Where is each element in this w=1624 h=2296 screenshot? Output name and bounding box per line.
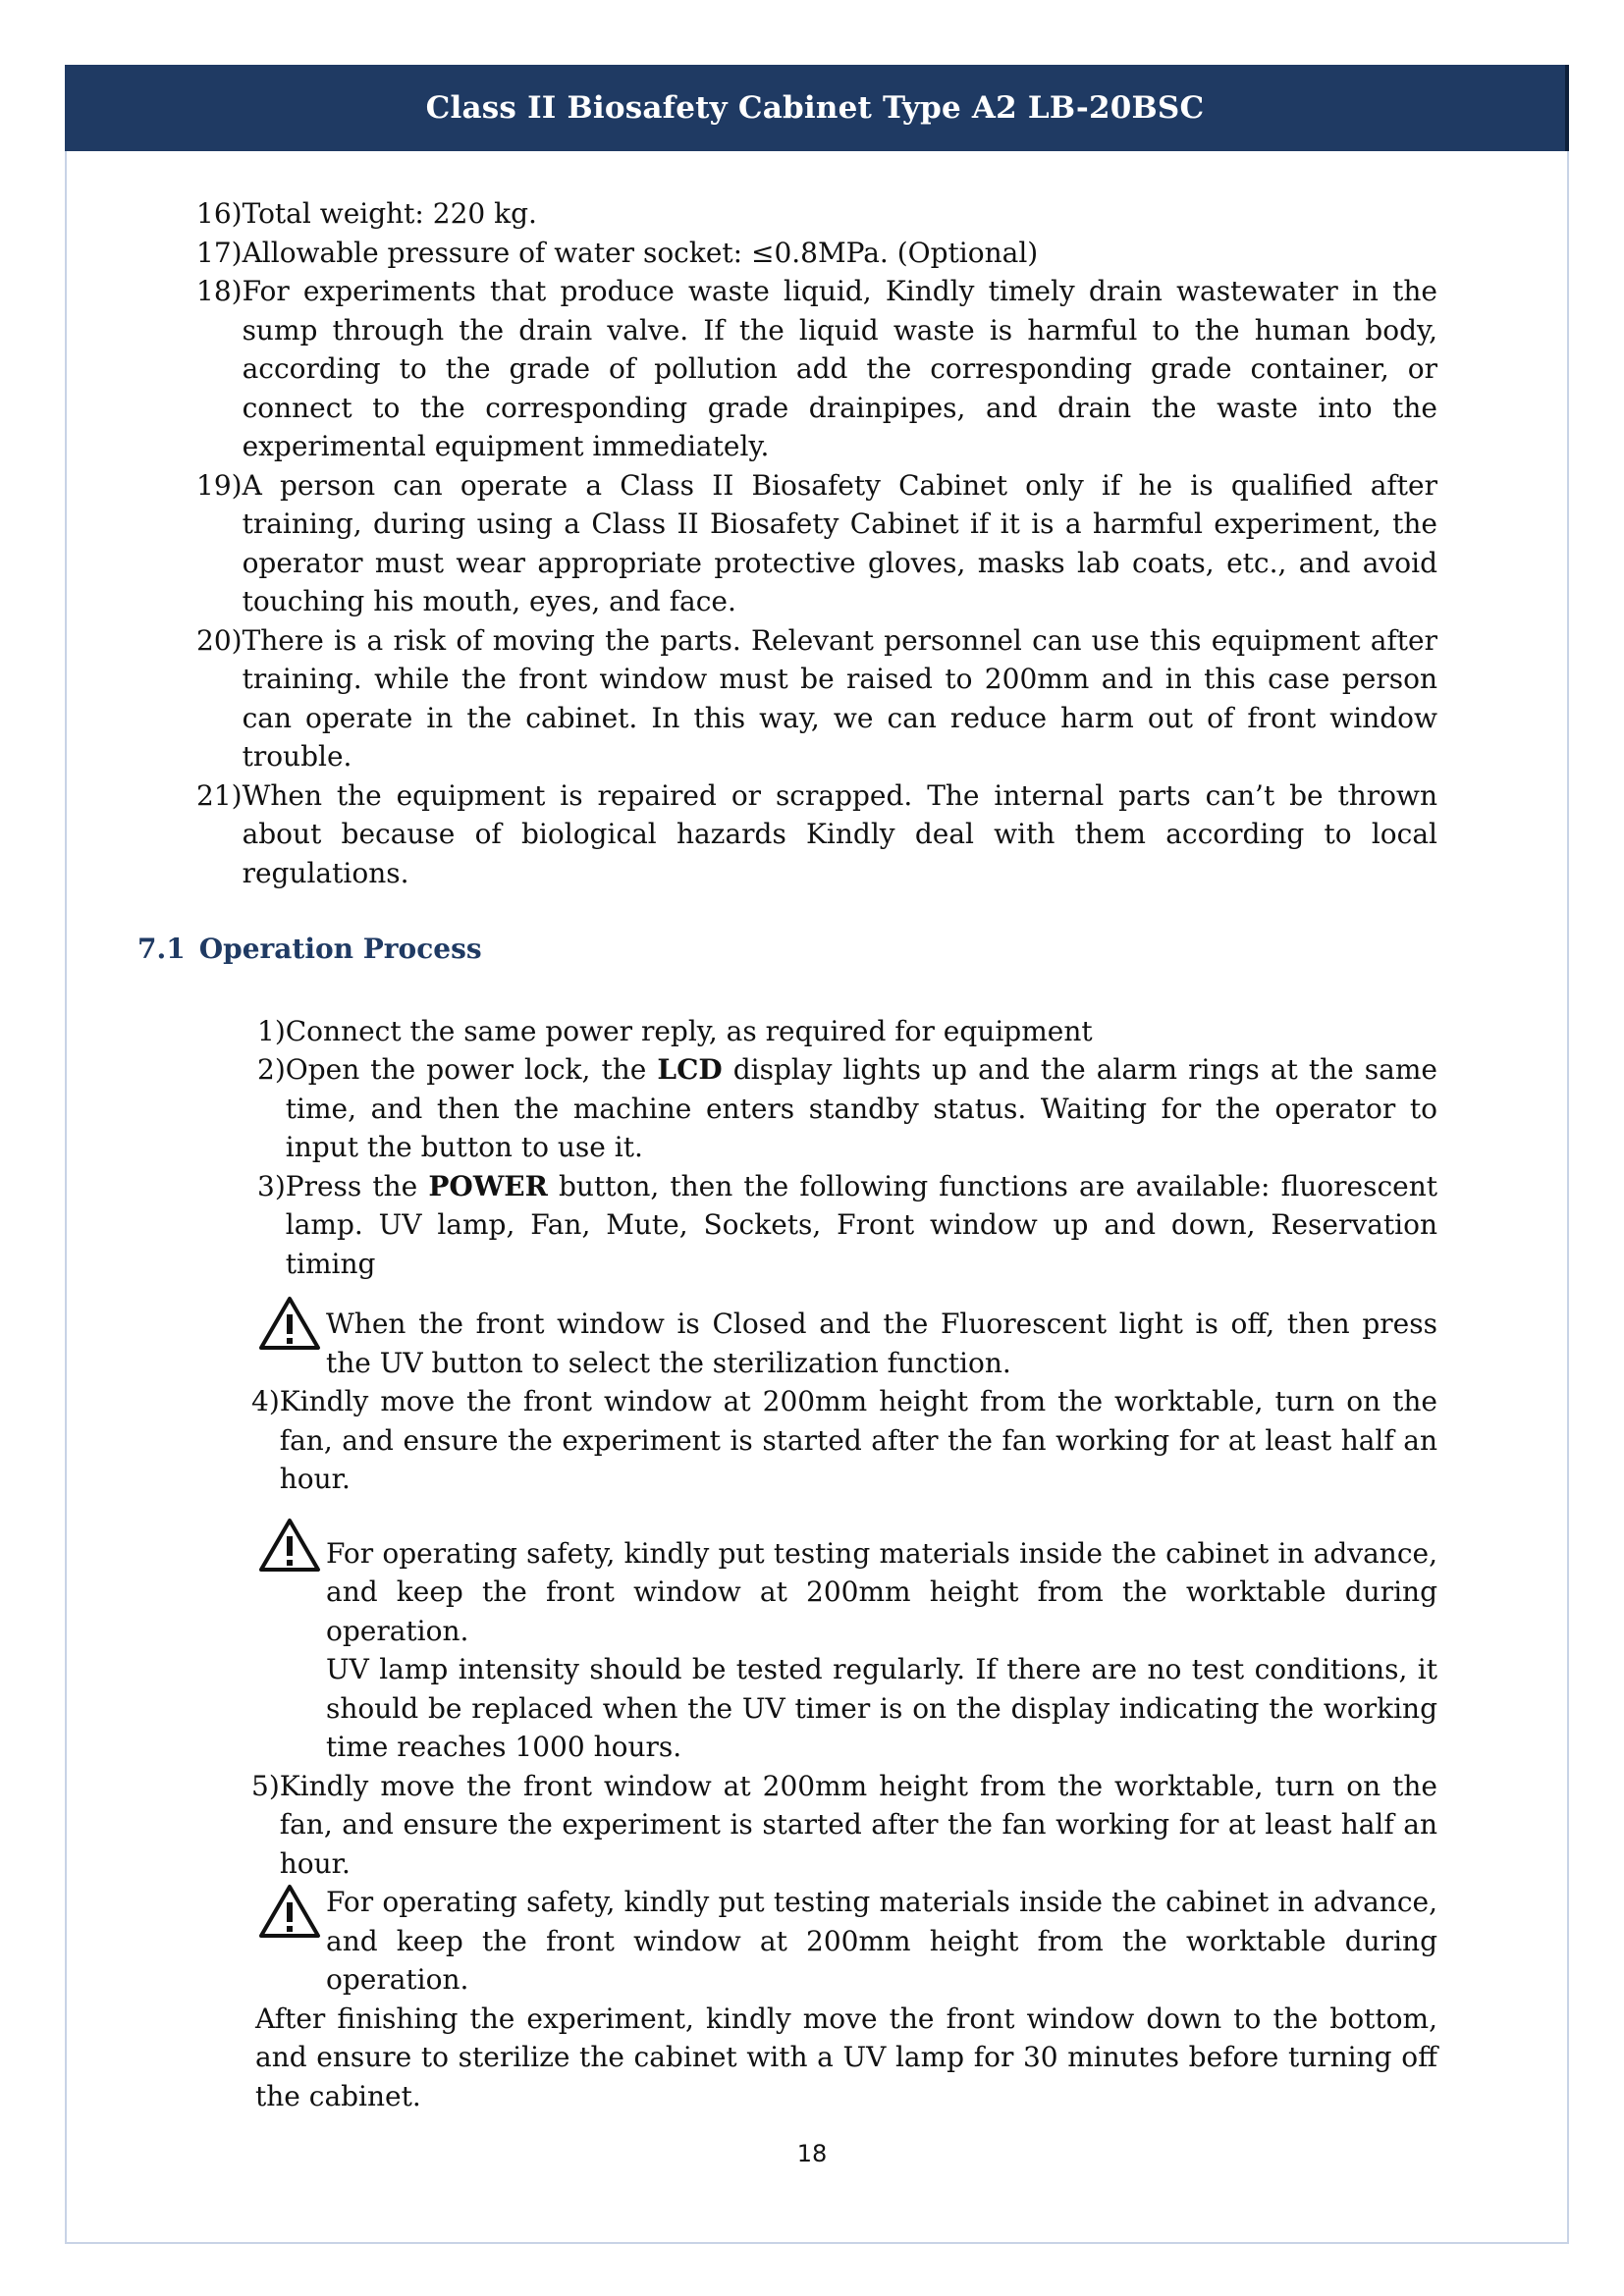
list-item-19	[196, 466, 1437, 621]
section-number: 7.1	[137, 933, 186, 965]
item-number: 16)	[196, 197, 243, 230]
step-text: Kindly move the front window at 200mm height from the worktable, turn on the fan, and ensure the experiment is started after the fan working for at least half an hour.	[279, 1769, 1437, 1880]
item-text: For experiments that produce waste liquid, Kindly timely drain wastewater in the sump through the drain valve. If the liquid waste is harmful to the human body, according to the grade of pollution add the corresponding grade container, or connect to the corresponding grade drainpipes, and drain the waste into the experimental equipment immediately.	[242, 275, 1437, 462]
section-heading	[137, 930, 1437, 969]
closing-paragraph: After finishing the experiment, kindly move the front window down to the bottom, and ensure to sterilize the cabinet with a UV lamp for 30 minutes before turning off the cabinet.	[255, 2002, 1437, 2112]
operation-steps	[196, 1012, 1437, 2116]
step-number: 3)	[257, 1169, 286, 1202]
page-number: 18	[796, 2140, 828, 2167]
warning-note-1	[257, 1295, 1437, 1382]
warning-note-3	[257, 1883, 1437, 2000]
list-item-18	[196, 272, 1437, 466]
list-item-20	[196, 621, 1437, 776]
item-number: 19)	[196, 468, 243, 502]
list-item-16	[196, 194, 1437, 234]
item-number: 21)	[196, 778, 243, 812]
item-text: There is a risk of moving the parts. Relevant personnel can use this equipment after training. while the front window must be raised to 200mm and in this case person can operate in the cabinet. In this way, we can reduce harm out of front window trouble.	[242, 623, 1437, 773]
step-3	[257, 1167, 1437, 1284]
item-number: 17)	[196, 236, 243, 269]
step-number: 1)	[257, 1014, 286, 1047]
power-keyword: POWER	[428, 1169, 548, 1202]
warning-note-2	[257, 1517, 1437, 1767]
header-banner	[65, 65, 1569, 151]
list-item-21	[196, 776, 1437, 893]
step-number: 4)	[251, 1385, 280, 1417]
item-number: 18)	[196, 275, 243, 307]
item-text: When the equipment is repaired or scrapped. The internal parts can’t be thrown about because of biological hazards Kindly deal with them according to local regulations.	[242, 778, 1437, 889]
warning-block	[326, 1517, 1437, 1767]
warning-icon	[257, 1295, 322, 1352]
section-title: Operation Process	[198, 933, 482, 965]
warning-icon	[257, 1883, 322, 1940]
uv-lamp-note: UV lamp intensity should be tested regularly. If there are no test conditions, it should be replaced when the UV timer is on the display indicating the working time reaches 1000 hours.	[326, 1653, 1437, 1763]
warning-text: For operating safety, kindly put testing materials inside the cabinet in advance, and keep the front window at 200mm height from the worktable during operation.	[326, 1886, 1437, 1996]
warning-text: When the front window is Closed and the Fluorescent light is off, then press the UV button to select the sterilization function.	[326, 1308, 1437, 1379]
item-text: Total weight: 220 kg.	[242, 197, 537, 230]
item-number: 20)	[196, 623, 243, 657]
step-text: Kindly move the front window at 200mm height from the worktable, turn on the fan, and ensure the experiment is started after the fan working for at least half an hour.	[279, 1385, 1437, 1495]
step-number: 2)	[257, 1053, 286, 1086]
item-text: A person can operate a Class II Biosafety Cabinet only if he is qualified after training, during using a Class II Biosafety Cabinet if it is a harmful experiment, the operator must wear appropriate protective gloves, masks lab coats, etc., and avoid touching his mouth, eyes, and face.	[242, 468, 1437, 617]
step-number: 5)	[251, 1769, 280, 1802]
step-text: Connect the same power reply, as required for equipment	[285, 1014, 1093, 1047]
list-item-17	[196, 234, 1437, 273]
step-text: Press the POWER button, then the following functions are available: fluorescent lamp. UV lamp, Fan, Mute, Sockets, Front window up and down, Reservation timing	[285, 1169, 1437, 1280]
step-4	[251, 1382, 1437, 1499]
item-text: Allowable pressure of water socket: ≤0.8MPa. (Optional)	[242, 236, 1039, 269]
step-5	[251, 1767, 1437, 1884]
document-title: Class II Biosafety Cabinet Type A2 LB-20BSC	[425, 90, 1205, 126]
warning-icon	[257, 1517, 322, 1574]
page-content	[137, 194, 1437, 2115]
step-text: Open the power lock, the LCD display lights up and the alarm rings at the same time, and then the machine enters standby status. Waiting for the operator to input the button to use it.	[285, 1053, 1437, 1163]
step-2	[257, 1050, 1437, 1167]
lcd-keyword: LCD	[657, 1053, 723, 1086]
warning-text: For operating safety, kindly put testing materials inside the cabinet in advance, and keep the front window at 200mm height from the worktable during operation.	[326, 1536, 1437, 1647]
step-1	[257, 1012, 1437, 1051]
